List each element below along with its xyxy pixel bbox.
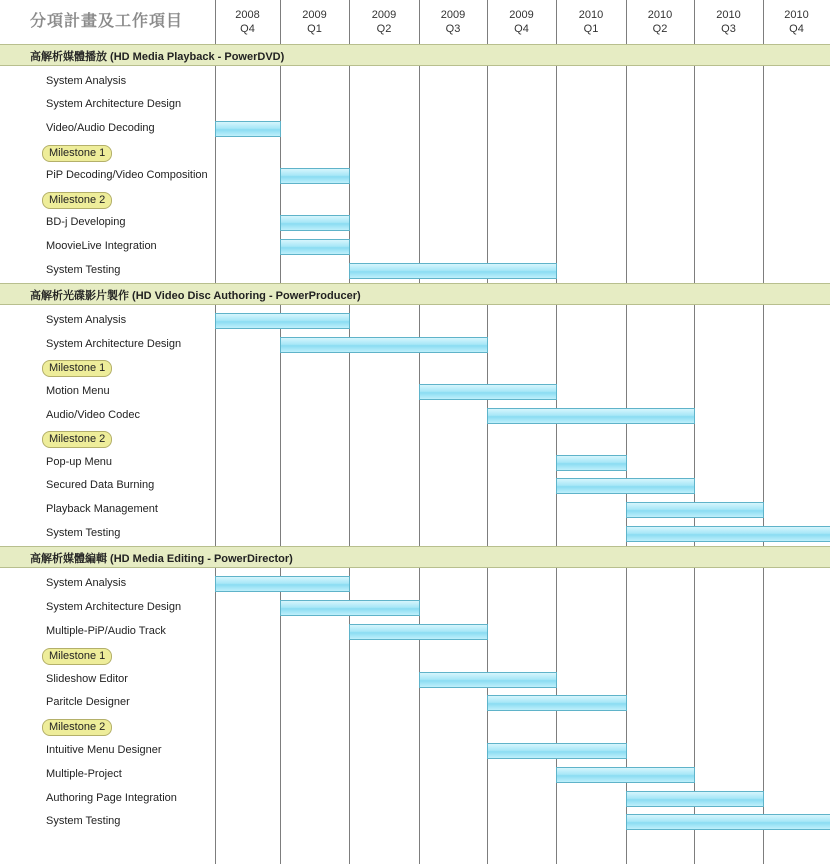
task-bar — [556, 478, 695, 494]
milestone-badge: Milestone 1 — [42, 145, 112, 162]
task-bar — [419, 672, 557, 688]
task-label: System Architecture Design — [46, 98, 182, 111]
task-bar — [280, 215, 350, 231]
milestone-badge: Milestone 2 — [42, 431, 112, 448]
column-header-2008-q4: 2008 Q4 — [235, 9, 260, 35]
task-label: Video/Audio Decoding — [46, 122, 155, 134]
grid-line-vertical — [419, 0, 420, 864]
task-bar — [280, 600, 420, 616]
task-bar — [487, 408, 695, 424]
milestone-badge: Milestone 2 — [42, 192, 112, 209]
task-bar — [556, 767, 695, 783]
grid-line-vertical — [694, 0, 695, 864]
column-header-2009-q4: 2009 Q4 — [509, 9, 534, 35]
chart-title: 分項計畫及工作項目 — [30, 13, 184, 30]
section-title: 高解析媒體播放 (HD Media Playback - PowerDVD) — [30, 51, 285, 63]
column-header-2009-q1: 2009 Q1 — [302, 9, 327, 35]
task-label: System Testing — [46, 815, 121, 828]
task-label: Intuitive Menu Designer — [46, 743, 162, 756]
task-label: System Analysis — [46, 74, 127, 87]
task-bar — [626, 526, 830, 542]
task-label: System Testing — [46, 526, 121, 539]
task-label: System Analysis — [46, 314, 127, 327]
task-bar — [349, 263, 557, 279]
task-bar — [280, 337, 488, 353]
task-bar — [626, 791, 764, 807]
task-label: BD-j Developing — [46, 216, 126, 229]
grid-line-vertical — [556, 0, 557, 864]
grid-line-vertical — [349, 0, 350, 864]
section-header — [0, 546, 830, 568]
section-title: 高解析光碟影片製作 (HD Video Disc Authoring - PowerProducer) — [30, 290, 361, 303]
task-label: System Architecture Design — [46, 601, 182, 614]
column-header-2010-q4: 2010 Q4 — [784, 9, 809, 35]
task-label: PiP Decoding/Video Composition — [46, 169, 208, 182]
task-bar — [280, 239, 350, 255]
section-header — [0, 44, 830, 66]
grid-line-vertical — [487, 0, 488, 864]
task-label: Playback Management — [46, 503, 158, 515]
task-bar — [215, 576, 350, 592]
section-header — [0, 283, 830, 305]
task-bar — [626, 502, 764, 518]
task-label: Multiple-PiP/Audio Track — [46, 624, 166, 637]
column-header-2009-q3: 2009 Q3 — [440, 9, 466, 35]
milestone-badge: Milestone 1 — [42, 648, 112, 665]
task-label: Secured Data Burning — [46, 479, 155, 492]
column-header-2010-q1: 2010 Q1 — [578, 9, 604, 35]
grid-line-vertical — [763, 0, 764, 864]
task-label: MoovieLive Integration — [46, 240, 157, 252]
grid-line-vertical — [626, 0, 627, 864]
task-label: Audio/Video Codec — [46, 408, 140, 421]
task-label: Motion Menu — [46, 385, 110, 397]
task-label: Authoring Page Integration — [46, 791, 177, 804]
task-label: Slideshow Editor — [46, 672, 128, 685]
task-bar — [556, 455, 627, 471]
task-bar — [349, 624, 488, 640]
task-bar — [487, 743, 627, 759]
column-header-2010-q3: 2010 Q3 — [716, 9, 741, 35]
task-bar — [215, 313, 350, 329]
task-bar — [280, 168, 350, 184]
task-label: System Testing — [46, 263, 121, 276]
column-header-2010-q2: 2010 Q2 — [647, 9, 673, 35]
column-header-2009-q2: 2009 Q2 — [371, 9, 397, 35]
milestone-badge: Milestone 1 — [42, 360, 112, 377]
task-label: Multiple-Project — [46, 767, 122, 780]
milestone-badge: Milestone 2 — [42, 719, 112, 736]
task-label: Paritcle Designer — [46, 696, 130, 709]
task-label: System Architecture Design — [46, 337, 182, 350]
section-title: 高解析媒體編輯 (HD Media Editing - PowerDirector) — [30, 553, 293, 566]
task-bar — [626, 814, 830, 830]
task-label: System Analysis — [46, 577, 127, 590]
task-label: Pop-up Menu — [46, 455, 113, 468]
task-bar — [215, 121, 281, 137]
task-bar — [487, 695, 627, 711]
task-bar — [419, 384, 557, 400]
